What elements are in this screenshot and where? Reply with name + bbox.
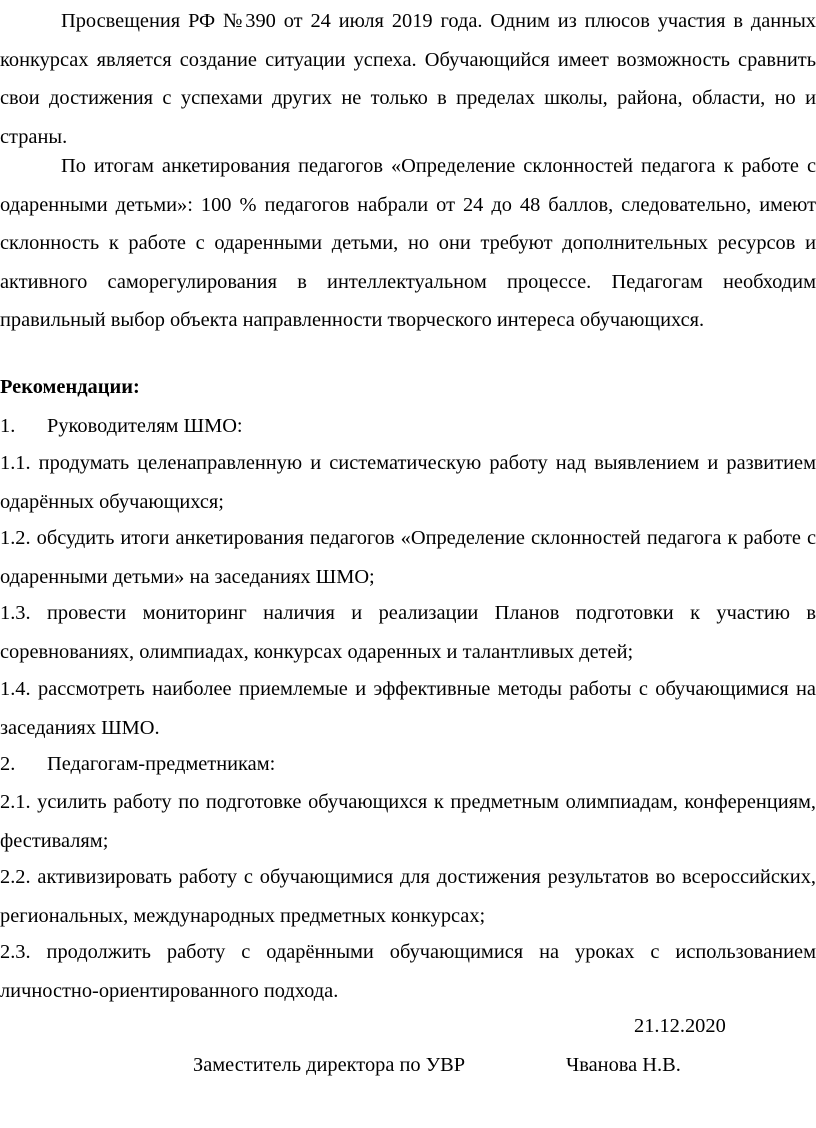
- recommendations-heading: Рекомендации:: [0, 376, 140, 398]
- recommendation-item: 2.1. усилить работу по подготовке обучающихся к предметным олимпиадам, конференциям, фестивалям;: [0, 791, 816, 852]
- recommendation-item: 1.4. рассмотреть наиболее приемлемые и эффективные методы работы с обучающимися на заседаниях ШМО.: [0, 678, 816, 739]
- group-number: 2.: [0, 753, 16, 775]
- group-title: Руководителям ШМО:: [47, 415, 243, 437]
- recommendation-item: 2.3. продолжить работу с одарёнными обучающимися на уроках с использованием личностно-ориентированного подхода.: [0, 941, 816, 1002]
- recommendation-item: 1.1. продумать целенаправленную и систематическую работу над выявлением и развитием одарённых обучающихся;: [0, 452, 816, 513]
- recommendation-group-2: [0, 745, 275, 784]
- paragraph-survey: По итогам анкетирования педагогов «Определение склонностей педагога к работе с одаренными детьми»: 100 % педагогов набрали от 24 до 48 баллов, следовательно, имеют склонность к работе с одаренными детьми, но они требуют дополнительных ресурсов и активного саморегулирования в интеллектуальном процессе. Педагогам необходим правильный выбор объекта направленности творческого интереса обучающихся.: [0, 155, 816, 331]
- group-title: Педагогам-предметникам:: [47, 753, 276, 775]
- group-number: 1.: [0, 415, 16, 437]
- recommendation-item: 1.2. обсудить итоги анкетирования педагогов «Определение склонностей педагога к работе с одаренными детьми» на заседаниях ШМО;: [0, 527, 816, 588]
- recommendation-item: 2.2. активизировать работу с обучающимися для достижения результатов во всероссийских, региональных, международных предметных конкурсах;: [0, 866, 816, 927]
- recommendation-item: 1.3. провести мониторинг наличия и реализации Планов подготовки к участию в соревнованиях, олимпиадах, конкурсах одаренных и талантливых детей;: [0, 602, 816, 663]
- paragraph-intro: Просвещения РФ №390 от 24 июля 2019 года. Одним из плюсов участия в данных конкурсах является создание ситуации успеха. Обучающийся имеет возможность сравнить свои достижения с успехами других не только в пределах школы, района, области, но и страны.: [0, 10, 816, 148]
- recommendation-group-1: [0, 407, 243, 446]
- signature-date: 21.12.2020: [634, 1015, 726, 1037]
- signature-name: Чванова Н.В.: [566, 1054, 681, 1076]
- signature-role: Заместитель директора по УВР: [193, 1054, 466, 1076]
